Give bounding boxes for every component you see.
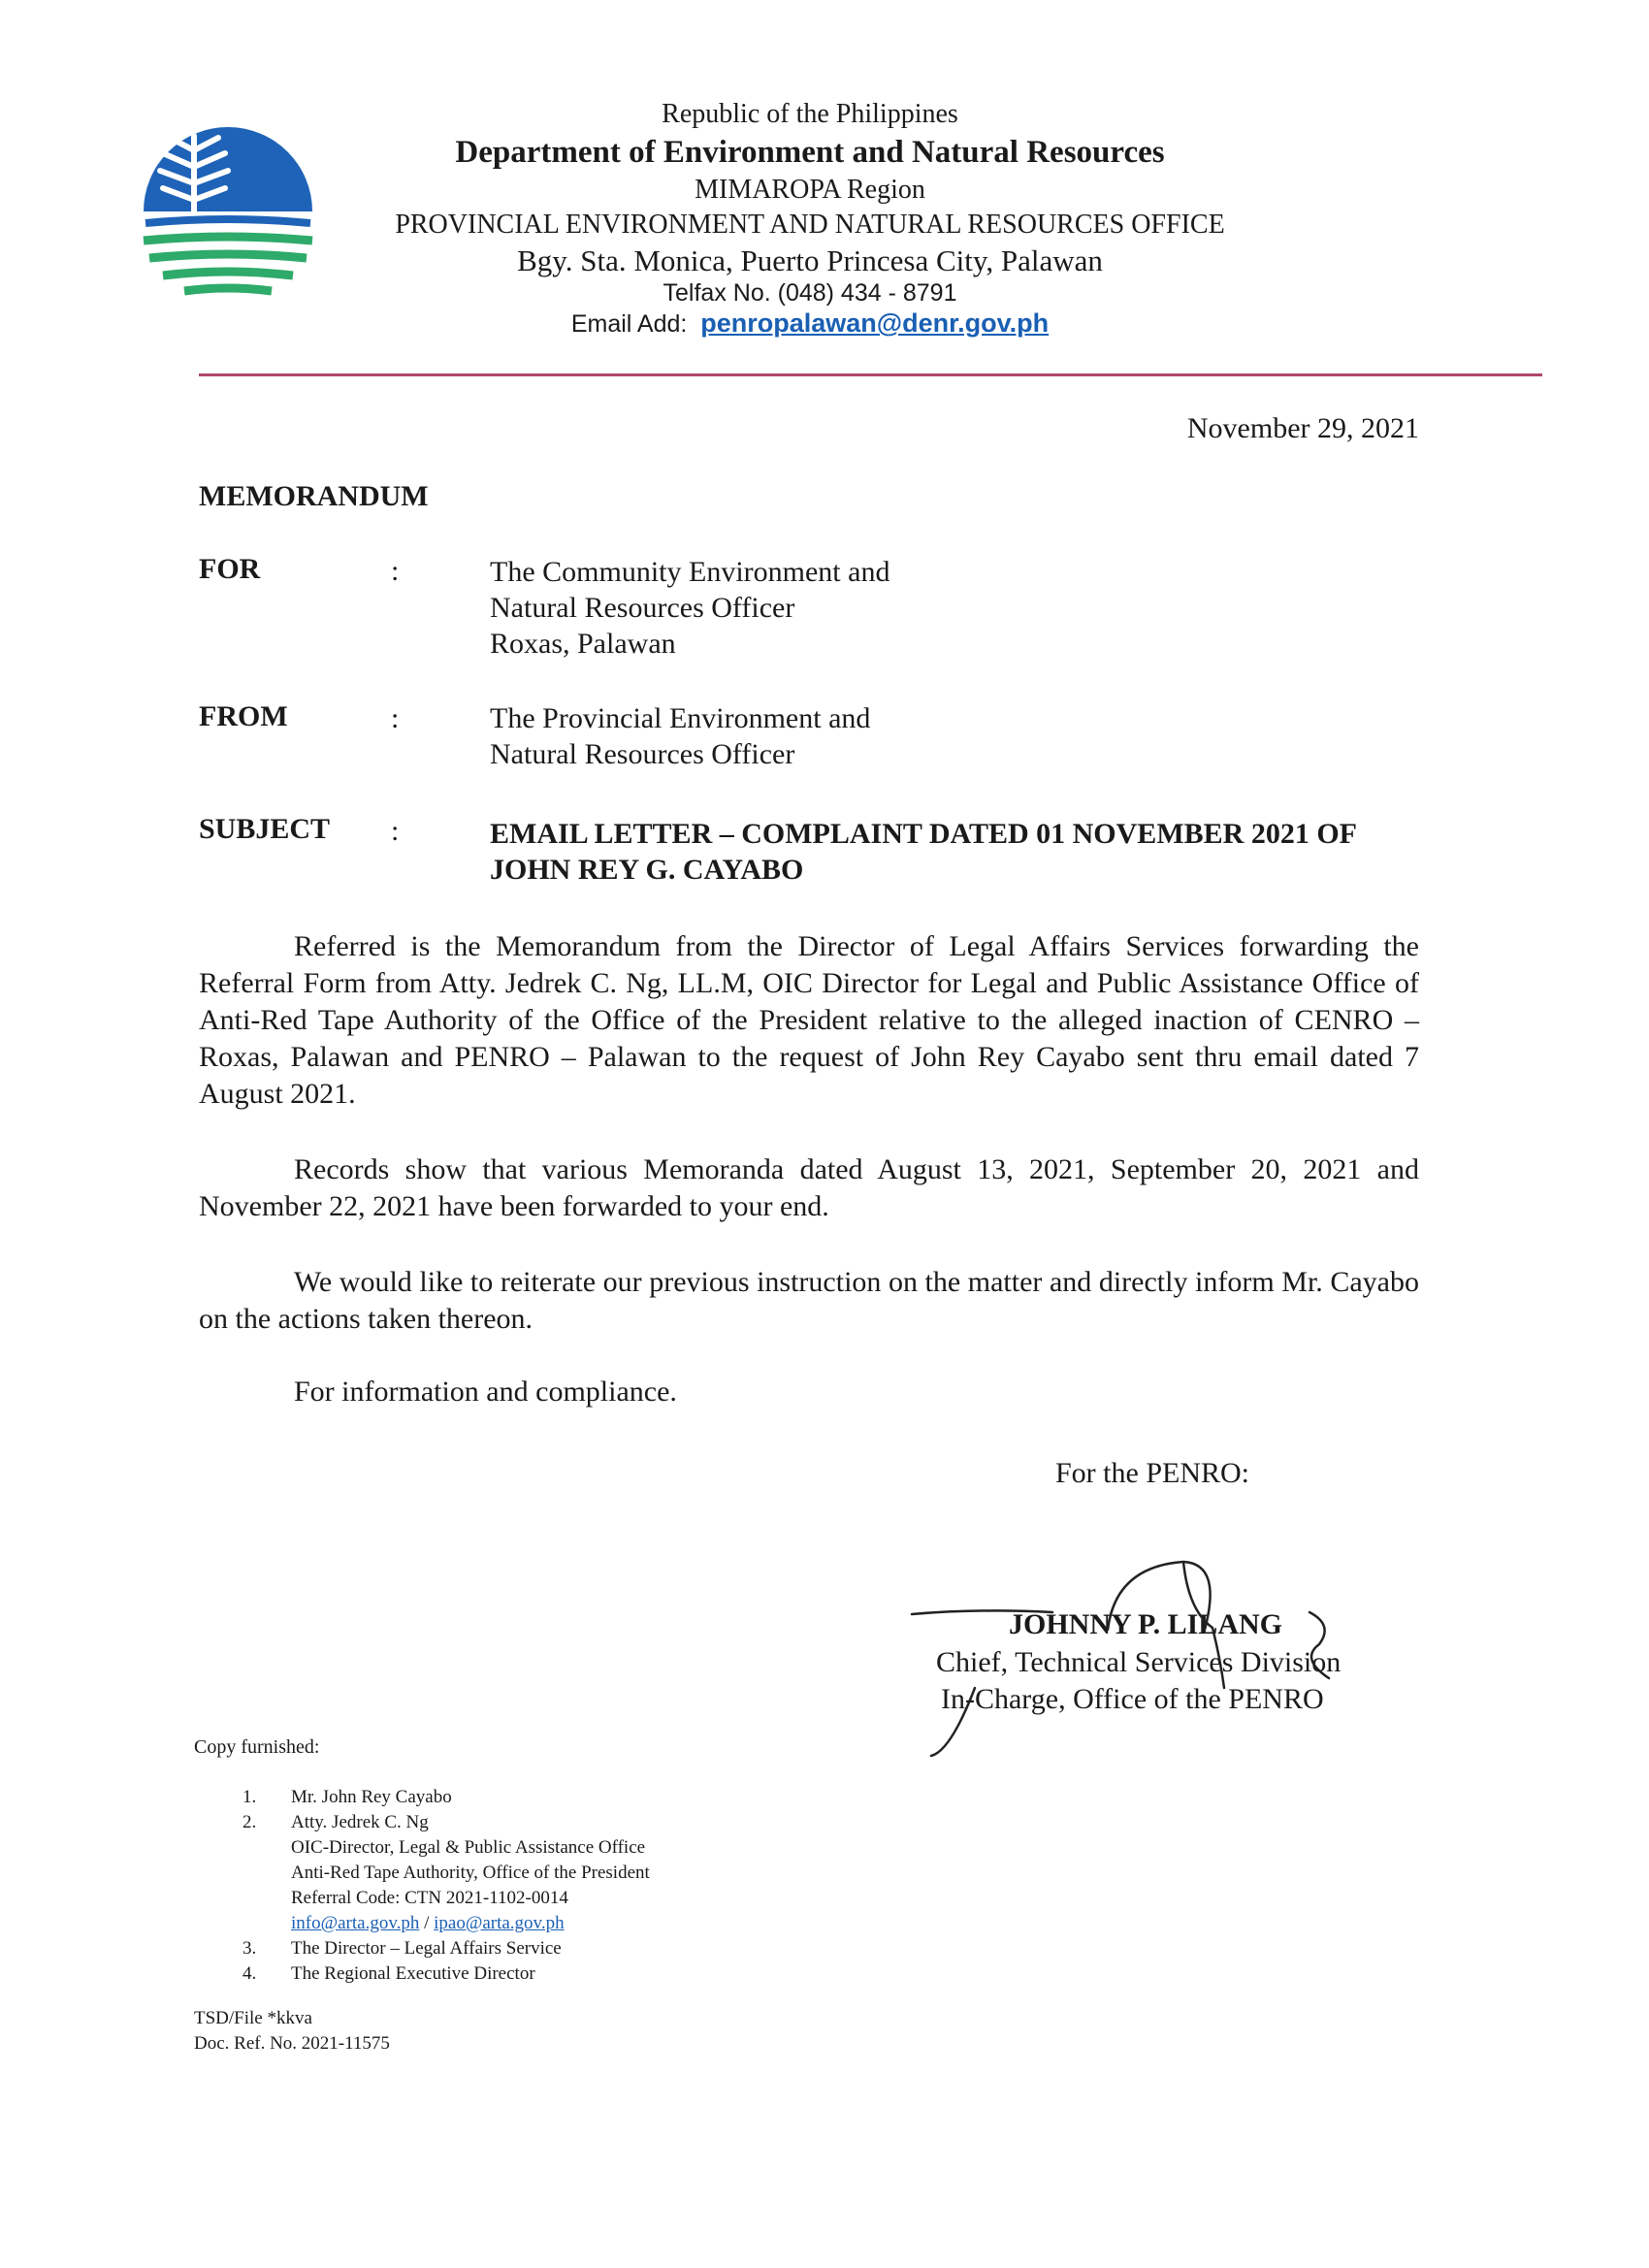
closing-line: For information and compliance. xyxy=(294,1376,677,1408)
email-label: Email Add: xyxy=(570,310,688,338)
email-link[interactable]: info@arta.gov.ph xyxy=(291,1913,420,1933)
email-separator: / xyxy=(419,1913,435,1933)
letterhead-office: PROVINCIAL ENVIRONMENT AND NATURAL RESOURCES OFFICE xyxy=(395,210,1225,240)
body-paragraph: Records show that various Memoranda dated August 13, 2021, September 20, 2021 and November 22, 2021 have been forwarded to your end. xyxy=(199,1153,1419,1222)
handwritten-signature xyxy=(892,1552,1397,1761)
subject-text: EMAIL LETTER – COMPLAINT DATED 01 NOVEMBER 2021 OF JOHN REY G. CAYABO xyxy=(490,818,1356,886)
letterhead-telfax: Telfax No. (048) 434 - 8791 xyxy=(663,279,957,307)
from-sender xyxy=(490,700,870,772)
letterhead-department: Department of Environment and Natural Resources xyxy=(455,135,1165,170)
signatory-title: Chief, Technical Services Division xyxy=(936,1646,1342,1678)
list-item xyxy=(242,1961,650,1987)
signatory-name: JOHNNY P. LILANG xyxy=(1009,1608,1282,1640)
letterhead-email xyxy=(320,310,1300,337)
doc-reference: Doc. Ref. No. 2021-11575 xyxy=(194,2033,390,2054)
subject-colon: : xyxy=(391,815,400,847)
list-line: The Regional Executive Director xyxy=(291,1963,535,1984)
list-line: Atty. Jedrek C. Ng xyxy=(291,1812,429,1832)
list-number: 4. xyxy=(242,1963,257,1984)
email-link[interactable]: ipao@arta.gov.ph xyxy=(434,1913,565,1933)
from-colon: : xyxy=(391,702,400,734)
memo-date: November 29, 2021 xyxy=(1186,412,1419,444)
list-number: 3. xyxy=(242,1938,257,1959)
list-line: OIC-Director, Legal & Public Assistance Office xyxy=(291,1837,646,1858)
for-colon: : xyxy=(391,555,400,587)
letterhead-region: MIMAROPA Region xyxy=(695,175,925,205)
letterhead-republic: Republic of the Philippines xyxy=(662,99,958,129)
memo-title: MEMORANDUM xyxy=(199,480,429,512)
copy-furnished-list xyxy=(242,1785,650,1987)
signatory-title: In-Charge, Office of the PENRO xyxy=(941,1683,1324,1715)
reference-block xyxy=(194,2006,390,2057)
copy-furnished-title: Copy furnished: xyxy=(194,1736,320,1758)
list-line: Referral Code: CTN 2021-1102-0014 xyxy=(291,1888,568,1908)
body-paragraph: Referred is the Memorandum from the Director of Legal Affairs Services forwarding the Referral Form from Atty. Jedrek C. Ng, LL.M, OIC Director for Legal and Public Assistance Office of Anti-Red Tape Authority of the Office of the President relative to the alleged inaction of CENRO – Roxas, Palawan and PENRO – Palawan to the request of John Rey Cayabo sent thru email dated 7 August 2021. xyxy=(199,930,1419,1110)
letterhead-address: Bgy. Sta. Monica, Puerto Princesa City, Palawan xyxy=(517,243,1103,277)
for-label: FOR xyxy=(199,553,261,585)
list-item xyxy=(242,1785,650,1810)
list-number: 1. xyxy=(242,1787,257,1807)
list-number: 2. xyxy=(242,1812,257,1832)
denr-logo xyxy=(136,126,320,296)
from-label: FROM xyxy=(199,700,288,732)
list-line: The Director – Legal Affairs Service xyxy=(291,1938,562,1959)
list-line: Mr. John Rey Cayabo xyxy=(291,1787,452,1807)
email-link[interactable]: penropalawan@denr.gov.ph xyxy=(700,308,1050,338)
from-line: Natural Resources Officer xyxy=(490,738,795,770)
for-recipient xyxy=(490,554,889,662)
letterhead-divider xyxy=(199,373,1542,376)
for-line: The Community Environment and xyxy=(490,556,890,588)
body-paragraph: We would like to reiterate our previous instruction on the matter and directly inform Mr. Cayabo on the actions taken thereon. xyxy=(199,1266,1419,1335)
for-line: Natural Resources Officer xyxy=(490,592,795,624)
for-penro-line: For the PENRO: xyxy=(1055,1457,1250,1489)
list-emails xyxy=(291,1911,650,1936)
subject-label: SUBJECT xyxy=(199,813,331,845)
list-line: Anti-Red Tape Authority, Office of the President xyxy=(291,1863,650,1883)
file-reference: TSD/File *kkva xyxy=(194,2008,312,2028)
for-line: Roxas, Palawan xyxy=(490,628,676,660)
from-line: The Provincial Environment and xyxy=(490,702,871,734)
list-item xyxy=(242,1810,650,1936)
list-item xyxy=(242,1936,650,1961)
